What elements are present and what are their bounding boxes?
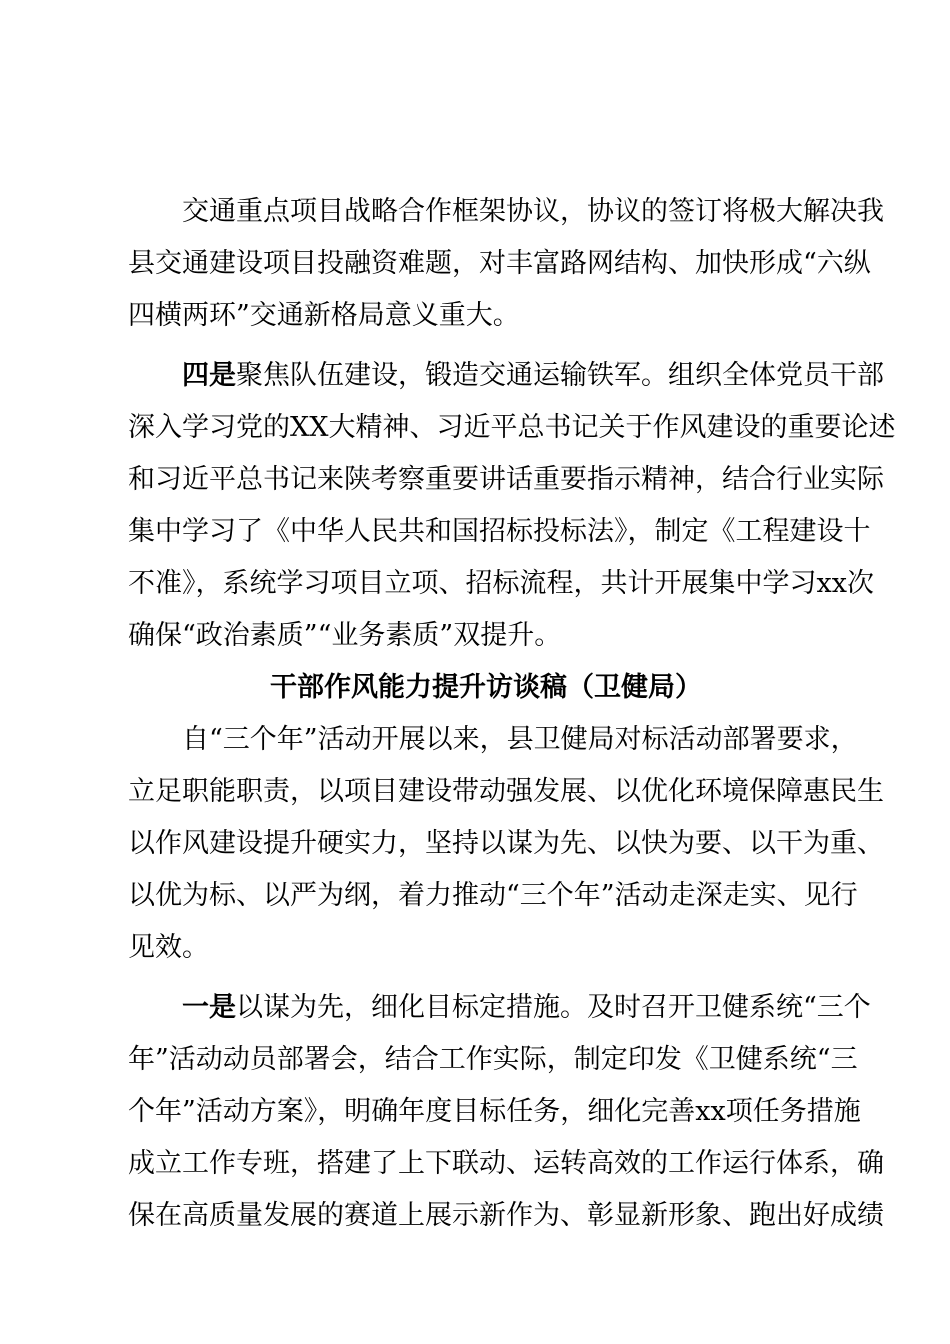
paragraph-health-bureau-intro <box>128 714 884 974</box>
section-heading: 干部作风能力提升访谈稿（卫健局） <box>270 672 702 703</box>
paragraph-line: 以优为标、以严为纲，着力推动“三个年”活动走深走实、见行 <box>128 880 858 911</box>
paragraph-gap <box>128 342 844 350</box>
paragraph-line <box>128 982 871 1034</box>
paragraph-line: 个年”活动方案》，明确年度目标任务，细化完善xx项任务措施 <box>128 1096 861 1127</box>
paragraph-line: 确保“政治素质”“业务素质”双提升。 <box>128 620 562 651</box>
paragraph-line: 年”活动动员部署会，结合工作实际，制定印发《卫健系统“三 <box>128 1044 858 1075</box>
paragraph-line: 立足职能职责，以项目建设带动强发展、以优化环境保障惠民生 <box>128 776 884 807</box>
paragraph-line: 自“三个年”活动开展以来，县卫健局对标活动部署要求， <box>182 724 858 755</box>
paragraph-line: 集中学习了《中华人民共和国招标投标法》，制定《工程建设十 <box>128 516 871 547</box>
paragraph-line: 不准》，系统学习项目立项、招标流程，共计开展集中学习xx次 <box>128 568 874 599</box>
paragraph-transport-agreement <box>128 186 884 342</box>
paragraph-planning-first <box>128 982 884 1242</box>
paragraph-line: 保在高质量发展的赛道上展示新作为、彰显新形象、跑出好成绩 <box>128 1200 884 1231</box>
paragraph-line-text: 聚焦队伍建设，锻造交通运输铁军。组织全体党员干部 <box>236 360 884 391</box>
paragraph-line: 见效。 <box>128 932 209 963</box>
paragraph-line: 和习近平总书记来陕考察重要讲话重要指示精神，结合行业实际 <box>128 464 884 495</box>
paragraph-line: 交通重点项目战略合作框架协议，协议的签订将极大解决我 <box>182 196 884 227</box>
paragraph-line: 四横两环”交通新格局意义重大。 <box>128 300 520 331</box>
paragraph-line: 县交通建设项目投融资难题，对丰富路网结构、加快形成“六纵 <box>128 248 871 279</box>
paragraph-line: 以作风建设提升硬实力，坚持以谋为先、以快为要、以干为重、 <box>128 828 884 859</box>
paragraph-line: 深入学习党的XX大精神、习近平总书记关于作风建设的重要论述 <box>128 412 896 443</box>
paragraph-team-building <box>128 350 896 662</box>
paragraph-line: 成立工作专班，搭建了上下联动、运转高效的工作运行体系，确 <box>128 1148 884 1179</box>
paragraph-line-text: 以谋为先，细化目标定措施。及时召开卫健系统“三个 <box>236 992 871 1023</box>
paragraph-gap <box>128 974 844 982</box>
document-body <box>128 186 896 1242</box>
paragraph-lead: 四是 <box>182 360 236 391</box>
paragraph-line <box>128 350 884 402</box>
paragraph-lead: 一是 <box>182 992 236 1023</box>
